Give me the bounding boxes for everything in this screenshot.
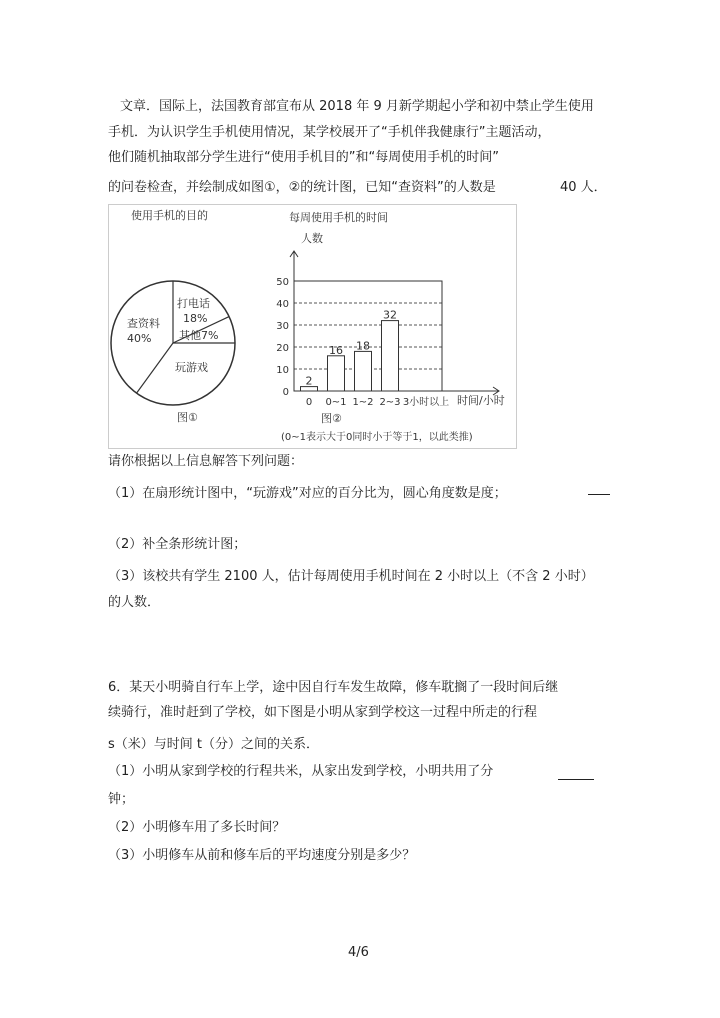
bar-xlabel: 时间/小时: [457, 394, 505, 407]
x-tick-label: 2~3: [379, 397, 401, 408]
bar: [355, 351, 372, 391]
p5-q3: （3）该校共有学生 2100 人，估计每周使用手机时间在 2 小时以上（不含 2 小时）: [108, 569, 594, 584]
y-tick-label: 50: [276, 277, 289, 288]
pie-title: 使用手机的目的: [131, 209, 208, 222]
bar-ylabel: 人数: [301, 232, 323, 245]
x-tick-label: 0~1: [325, 397, 347, 408]
pie-caption: 图①: [177, 411, 198, 424]
bar-value-label: 18: [356, 339, 370, 353]
p5-q1: （1）在扇形统计图中，“玩游戏”对应的百分比为，圆心角度数是度；: [108, 486, 507, 501]
y-tick-label: 40: [276, 299, 289, 310]
pie-label-1: 其他7%: [179, 329, 219, 342]
statistics-figures: [109, 205, 516, 448]
bar: [328, 356, 345, 391]
x-tick-label: 3小时以上: [402, 397, 450, 408]
pie-label-2: 玩游戏: [175, 361, 208, 374]
y-tick-label: 0: [282, 387, 289, 398]
bar: [382, 321, 399, 391]
p6-q1: （1）小明从家到学校的行程共米，从家出发到学校，小明共用了分: [108, 764, 494, 779]
x-tick-label: 1~2: [352, 397, 374, 408]
bar-title: 每周使用手机的时间: [289, 211, 388, 224]
pie-pct-0: 18%: [183, 312, 208, 325]
answer-blank: [558, 779, 594, 780]
bar-value-label: 2: [305, 374, 313, 388]
pie-chart: [111, 281, 235, 405]
bar-note: (0~1表示大于0同时小于等于1，以此类推): [281, 432, 473, 443]
y-tick-label: 10: [276, 365, 289, 376]
figure-box: [108, 204, 517, 449]
p6-line-1: 6．某天小明骑自行车上学，途中因自行车发生故障，修车耽搁了一段时间后继: [108, 680, 559, 695]
bar-value-label: 16: [329, 343, 343, 357]
p6-line-2: 续骑行，准时赶到了学校，如下图是小明从家到学校这一过程中所走的行程: [108, 705, 538, 720]
bar-value-label: 32: [383, 308, 397, 322]
pie-label-3: 查资料: [127, 317, 160, 330]
p5-line-3: 他们随机抽取部分学生进行“使用手机目的”和“每周使用手机的时间”: [108, 150, 499, 165]
y-tick-label: 30: [276, 321, 289, 332]
p6-q2: （2）小明修车用了多长时间？: [108, 820, 286, 835]
p5-line-4: 的问卷检查，并绘制成如图①，②的统计图，已知“查资料”的人数是: [108, 180, 496, 195]
p5-answer-40: 40 人．: [560, 180, 607, 195]
p5-line-1: 文章．国际上，法国教育部宣布从 2018 年 9 月新学期起小学和初中禁止学生使用: [120, 99, 594, 114]
answer-blank: [588, 494, 610, 495]
p5-q3-cont: 的人数．: [108, 595, 161, 610]
p6-line-3: s（米）与时间 t（分）之间的关系．: [108, 737, 320, 752]
p6-q3: （3）小明修车从前和修车后的平均速度分别是多少？: [108, 848, 416, 863]
page-number: 4/6: [348, 945, 369, 960]
p6-q1-cont: 钟；: [108, 792, 135, 807]
bar-chart: [276, 251, 499, 408]
p5-q2: （2）补全条形统计图；: [108, 537, 247, 552]
bar-caption: 图②: [321, 412, 342, 425]
pie-pct-3: 40%: [127, 332, 152, 345]
p5-line-2: 手机．为认识学生手机使用情况，某学校展开了“手机伴我健康行”主题活动，: [108, 125, 551, 140]
pie-label-0: 打电话: [177, 297, 210, 310]
y-tick-label: 20: [276, 343, 289, 354]
x-tick-label: 0: [305, 397, 313, 408]
p5-prompt: 请你根据以上信息解答下列问题：: [108, 454, 304, 469]
